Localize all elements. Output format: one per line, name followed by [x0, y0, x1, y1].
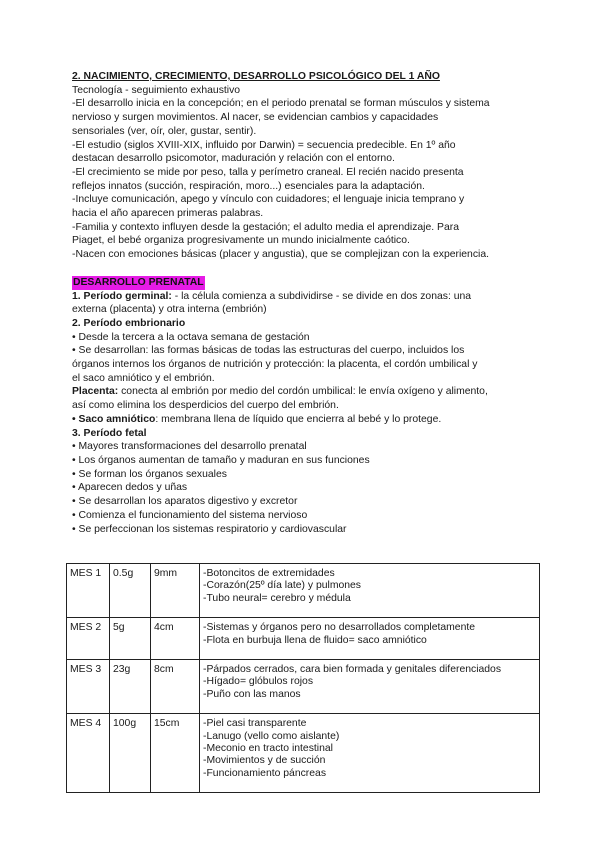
placenta-continuation: así como elimina los desperdicios del cuerpo del embrión. — [72, 400, 339, 412]
saco-title: • Saco amniótico — [72, 413, 156, 425]
weight-cell: 100g — [110, 714, 151, 793]
intro-line: -Nacen con emociones básicas (placer y angustia), que se complejizan con la experiencia. — [72, 249, 490, 261]
note-line: -Funcionamiento páncreas — [203, 767, 327, 779]
fetal-item: • Se forman los órganos sexuales — [72, 468, 227, 480]
intro-line: destacan desarrollo psicomotor, maduración y relación con el entorno. — [72, 153, 395, 165]
intro-line: reflejos innatos (succión, respiración, moro...) esenciales para la adaptación. — [72, 180, 425, 192]
weight-cell: 23g — [110, 660, 151, 714]
fetal-item: • Los órganos aumentan de tamaño y maduran en sus funciones — [72, 454, 370, 466]
month-cell: MES 3 — [67, 660, 110, 714]
placenta-title: Placenta: — [72, 386, 119, 398]
fetal-item: • Comienza el funcionamiento del sistema nervioso — [72, 509, 308, 521]
embrionario-list — [72, 331, 540, 386]
fetal-list — [72, 440, 540, 536]
embrionario-item: • Se desarrollan: las formas básicas de todas las estructuras del cuerpo, incluidos los — [72, 345, 465, 357]
saco-paragraph — [72, 413, 540, 427]
table-row — [67, 714, 540, 793]
note-line: -Párpados cerrados, cara bien formada y genitales diferenciados — [203, 664, 502, 676]
embrionario-item: • Desde la tercera a la octava semana de gestación — [72, 331, 310, 343]
month-cell: MES 2 — [67, 618, 110, 660]
note-line: -Puño con las manos — [203, 688, 301, 700]
germinal-paragraph — [72, 290, 540, 304]
note-line: -Lanugo (vello como aislante) — [203, 730, 340, 742]
month-cell: MES 1 — [67, 564, 110, 618]
note-line: -Tubo neural= cerebro y médula — [203, 592, 351, 604]
table-row — [67, 564, 540, 618]
document-page — [72, 70, 540, 536]
intro-line: -Familia y contexto influyen desde la gestación; el adulto media el aprendizaje. Para — [72, 221, 459, 233]
placenta-paragraph — [72, 385, 540, 399]
intro-line: nervioso y surgen movimientos. Al nacer, se evidencian cambios y capacidades — [72, 112, 439, 124]
note-line: -Corazón(25º día late) y pulmones — [203, 580, 362, 592]
notes-cell — [200, 714, 540, 793]
table-row — [67, 660, 540, 714]
saco-text: : membrana llena de líquido que encierra al bebé y lo protege. — [155, 413, 442, 425]
prenatal-section-label: DESARROLLO PRENATAL — [73, 276, 204, 288]
germinal-text: - la célula comienza a subdividirse - se divide en dos zonas: una — [171, 290, 472, 302]
table-row — [67, 618, 540, 660]
fetal-item: • Mayores transformaciones del desarrollo prenatal — [72, 441, 307, 453]
germinal-title: 1. Período germinal: — [72, 290, 172, 302]
size-cell: 9mm — [151, 564, 200, 618]
size-cell: 8cm — [151, 660, 200, 714]
month-cell: MES 4 — [67, 714, 110, 793]
intro-line: -El estudio (siglos XVIII-XIX, influido por Darwin) = secuencia predecible. En 1º año — [72, 139, 456, 151]
notes-cell — [200, 564, 540, 618]
intro-block — [72, 84, 540, 262]
embrionario-item: el saco amniótico y el embrión. — [72, 372, 215, 384]
note-line: -Movimientos y de succión — [203, 755, 326, 767]
intro-line: -El desarrollo inicia en la concepción; en el periodo prenatal se forman músculos y sistema — [72, 98, 490, 110]
fetal-item: • Se perfeccionan los sistemas respiratorio y cardiovascular — [72, 523, 347, 535]
embrionario-item: órganos internos los órganos de nutrición y protección: la placenta, el cordón umbilical y — [72, 359, 478, 371]
intro-line: Piaget, el bebé organiza progresivamente un mundo inicialmente caótico. — [72, 235, 410, 247]
germinal-continuation: externa (placenta) y otra interna (embrión) — [72, 304, 267, 316]
size-cell: 4cm — [151, 618, 200, 660]
note-line: -Hígado= glóbulos rojos — [203, 676, 314, 688]
weight-cell: 0.5g — [110, 564, 151, 618]
weight-cell: 5g — [110, 618, 151, 660]
placenta-text: conecta al embrión por medio del cordón umbilical: le envía oxígeno y alimento, — [118, 386, 488, 398]
notes-cell — [200, 660, 540, 714]
notes-cell — [200, 618, 540, 660]
intro-line: -Incluye comunicación, apego y vínculo con cuidadores; el lenguaje inicia temprano y — [72, 194, 465, 206]
fetal-item: • Aparecen dedos y uñas — [72, 482, 188, 494]
embrionario-title: 2. Período embrionario — [72, 317, 186, 329]
note-line: -Sistemas y órganos pero no desarrollados completamente — [203, 622, 476, 634]
note-line: -Meconio en tracto intestinal — [203, 743, 333, 755]
fetal-title: 3. Período fetal — [72, 427, 147, 439]
fetal-item: • Se desarrollan los aparatos digestivo y excretor — [72, 496, 298, 508]
section-heading: 2. NACIMIENTO, CRECIMIENTO, DESARROLLO PSICOLÓGICO DEL 1 AÑO — [72, 71, 440, 82]
intro-line: hacia el año aparecen primeras palabras. — [72, 208, 264, 220]
size-cell: 15cm — [151, 714, 200, 793]
note-line: -Flota en burbuja llena de fluido= saco amniótico — [203, 634, 427, 646]
note-line: -Botoncitos de extremidades — [203, 568, 335, 579]
intro-line: -El crecimiento se mide por peso, talla y perímetro craneal. El recién nacido presenta — [72, 166, 464, 178]
intro-line: Tecnología - seguimiento exhaustivo — [72, 84, 241, 96]
intro-line: sensoriales (ver, oír, oler, gustar, sentir). — [72, 125, 257, 137]
months-table — [66, 563, 540, 793]
note-line: -Piel casi transparente — [203, 718, 307, 730]
